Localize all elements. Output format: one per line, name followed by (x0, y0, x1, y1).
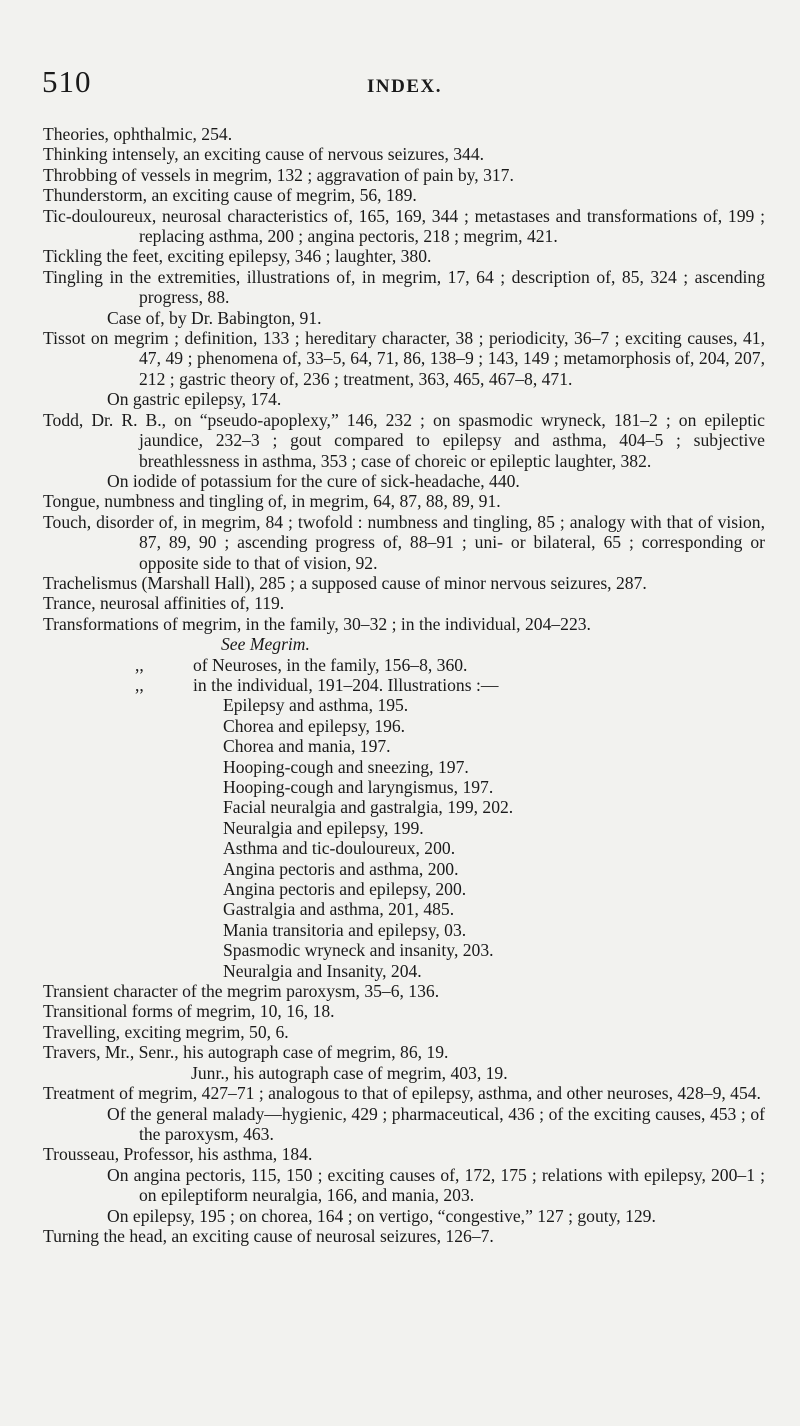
index-subentry: On epilepsy, 195 ; on chorea, 164 ; on vertigo, “congestive,” 127 ; gouty, 129. (107, 1205, 656, 1226)
index-entry: Travelling, exciting megrim, 50, 6. (43, 1021, 289, 1042)
index-subentry: On angina pectoris, 115, 150 ; exciting causes of, 172, 175 ; relations with epilepsy, 200–1 ; on epileptiform neuralgia, 166, and mania, 203. (107, 1164, 765, 1206)
index-subentry (43, 675, 765, 695)
illustration-item: Hooping-cough and sneezing, 197. (223, 756, 469, 777)
index-subentry-text: in the individual, 191–204. Illustrations :— (193, 674, 499, 695)
index-entry: Treatment of megrim, 427–71 ; analogous to that of epilepsy, asthma, and other neuroses, 428–9, 454. (43, 1083, 761, 1104)
illustration-item: Mania transitoria and epilepsy, 03. (223, 919, 467, 940)
illustration-item: Epilepsy and asthma, 195. (223, 695, 409, 716)
index-entry: Todd, Dr. R. B., on “pseudo-apoplexy,” 146, 232 ; on spasmodic wryneck, 181–2 ; on epileptic jaundice, 232–3 ; gout compared to epilepsy and asthma, 404–5 ; subjective breathlessness in asthma, 353 ; case of choreic or epileptic laughter, 382. (43, 409, 765, 471)
index-entry: Tickling the feet, exciting epilepsy, 346 ; laughter, 380. (43, 246, 432, 267)
index-entry: Transient character of the megrim paroxysm, 35–6, 136. (43, 981, 440, 1002)
index-subentry: Junr., his autograph case of megrim, 403, 19. (191, 1062, 508, 1083)
index-entry: Throbbing of vessels in megrim, 132 ; aggravation of pain by, 317. (43, 164, 514, 185)
illustration-item: Angina pectoris and epilepsy, 200. (223, 879, 467, 900)
index-entry: Trousseau, Professor, his asthma, 184. (43, 1144, 313, 1165)
index-subentry: On gastric epilepsy, 174. (107, 389, 282, 410)
index-subentry: On iodide of potassium for the cure of sick-headache, 440. (107, 470, 520, 491)
page-number: 510 (42, 64, 92, 99)
index-entry: Theories, ophthalmic, 254. (43, 124, 233, 144)
index-entry: Touch, disorder of, in megrim, 84 ; twofold : numbness and tingling, 85 ; analogy with that of vision, 87, 89, 90 ; ascending progress of, 88–91 ; uni- or bilateral, 65 ; corresponding or opposite side to that of vision, 92. (43, 511, 765, 573)
ditto-mark: ,, (135, 674, 144, 695)
illustration-item: Angina pectoris and asthma, 200. (223, 858, 459, 879)
index-entry: Transformations of megrim, in the family, 30–32 ; in the individual, 204–223. (43, 613, 591, 634)
index-entry: Tissot on megrim ; definition, 133 ; hereditary character, 38 ; periodicity, 36–7 ; exciting causes, 41, 47, 49 ; phenomena of, 33–5, 64, 71, 86, 138–9 ; 143, 149 ; metamorphosis of, 204, 207, 212 ; gastric theory of, 236 ; treatment, 363, 465, 467–8, 471. (43, 328, 765, 389)
index-entries (43, 124, 765, 1246)
index-entry: Thunderstorm, an exciting cause of megrim, 56, 189. (43, 185, 417, 206)
illustration-item: Chorea and epilepsy, 196. (223, 715, 406, 736)
index-entry: Turning the head, an exciting cause of neurosal seizures, 126–7. (43, 1225, 494, 1246)
index-entry: Tingling in the extremities, illustrations of, in megrim, 17, 64 ; description of, 85, 324 ; ascending progress, 88. (43, 266, 765, 308)
index-subentry-text: of Neuroses, in the family, 156–8, 360. (193, 654, 468, 675)
illustration-item: Hooping-cough and laryngismus, 197. (223, 777, 494, 797)
index-entry: Tic-douloureux, neurosal characteristics of, 165, 169, 344 ; metastases and transformations of, 199 ; replacing asthma, 200 ; angina pectoris, 218 ; megrim, 421. (43, 205, 765, 247)
illustration-item: Spasmodic wryneck and insanity, 203. (223, 940, 494, 961)
illustration-item: Chorea and mania, 197. (223, 736, 391, 757)
illustration-item: Asthma and tic-douloureux, 200. (223, 838, 456, 859)
illustration-item: Facial neuralgia and gastralgia, 199, 202. (223, 797, 514, 818)
index-entry: Trachelismus (Marshall Hall), 285 ; a supposed cause of minor nervous seizures, 287. (43, 572, 647, 593)
index-entry: Tongue, numbness and tingling of, in megrim, 64, 87, 88, 89, 91. (43, 491, 501, 512)
index-subentry: Of the general malady—hygienic, 429 ; pharmaceutical, 436 ; of the exciting causes, 453 ; of the paroxysm, 463. (107, 1103, 765, 1144)
index-subentry: Case of, by Dr. Babington, 91. (107, 307, 322, 328)
ditto-mark: ,, (135, 654, 144, 675)
index-entry: Thinking intensely, an exciting cause of nervous seizures, 344. (43, 144, 485, 165)
page-header (42, 64, 760, 104)
illustration-item: Neuralgia and Insanity, 204. (223, 960, 422, 981)
index-entry: Travers, Mr., Senr., his autograph case of megrim, 86, 19. (43, 1042, 449, 1063)
see-also-reference: See Megrim. (221, 634, 310, 655)
index-entry: Trance, neurosal affinities of, 119. (43, 593, 285, 614)
index-entry: Transitional forms of megrim, 10, 16, 18. (43, 1001, 335, 1022)
running-head: INDEX. (367, 76, 442, 97)
index-subentry (43, 655, 765, 675)
illustration-item: Neuralgia and epilepsy, 199. (223, 817, 424, 838)
illustration-item: Gastralgia and asthma, 201, 485. (223, 899, 455, 920)
